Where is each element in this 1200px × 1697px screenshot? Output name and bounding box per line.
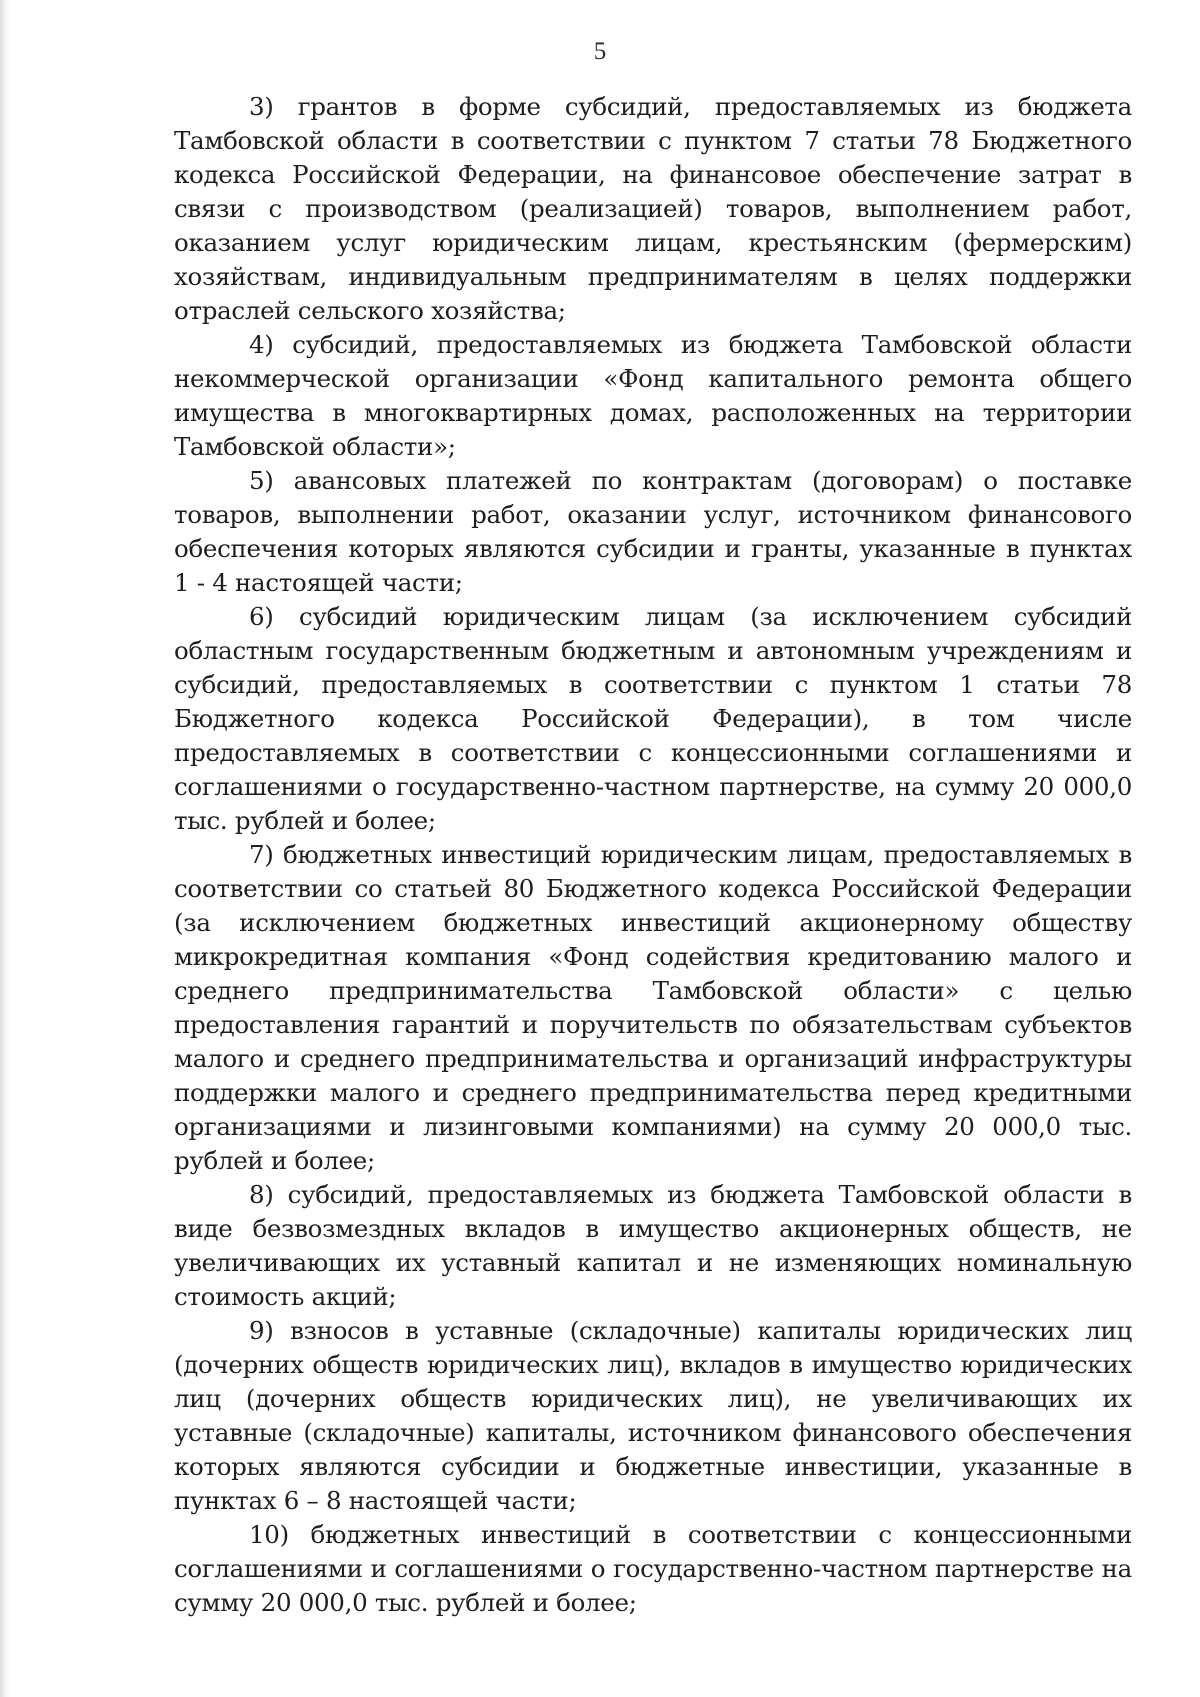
scan-edge-shadow [0, 0, 10, 1697]
document-body [174, 90, 1132, 1620]
paragraph-item-3: 3) грантов в форме субсидий, предоставляемых из бюджета Тамбовской области в соответствии с пунктом 7 статьи 78 Бюджетного кодекса Российской Федерации, на финансовое обеспечение затрат в связи с производством (реализацией) товаров, выполнением работ, оказанием услуг юридическим лицам, крестьянским (фермерским) хозяйствам, индивидуальным предпринимателям в целях поддержки отраслей сельского хозяйства; [174, 92, 1132, 325]
paragraph-item-9: 9) взносов в уставные (складочные) капиталы юридических лиц (дочерних обществ юридических лиц), вкладов в имущество юридических лиц (дочерних обществ юридических лиц), не увеличивающих их уставные (складочные) капиталы, источником финансового обеспечения которых являются субсидии и бюджетные инвестиции, указанные в пунктах 6 – 8 настоящей части; [174, 1316, 1132, 1515]
paragraph-item-10: 10) бюджетных инвестиций в соответствии с концессионными соглашениями и соглашениями о государственно-частном партнерстве на сумму 20 000,0 тыс. рублей и более; [174, 1520, 1132, 1617]
paragraph-item-8: 8) субсидий, предоставляемых из бюджета Тамбовской области в виде безвозмездных вкладов в имущество акционерных обществ, не увеличивающих их уставный капитал и не изменяющих номинальную стоимость акций; [174, 1180, 1132, 1311]
paragraph-item-7: 7) бюджетных инвестиций юридическим лицам, предоставляемых в соответствии со статьей 80 Бюджетного кодекса Российской Федерации (за исключением бюджетных инвестиций акционерному обществу микрокредитная компания «Фонд содействия кредитованию малого и среднего предпринимательства Тамбовской области» с целью предоставления гарантий и поручительств по обязательствам субъектов малого и среднего предпринимательства и организаций инфраструктуры поддержки малого и среднего предпринимательства перед кредитными организациями и лизинговыми компаниями) на сумму 20 000,0 тыс. рублей и более; [174, 840, 1132, 1175]
paragraph-item-4: 4) субсидий, предоставляемых из бюджета Тамбовской области некоммерческой организации «Фонд капитального ремонта общего имущества в многоквартирных домах, расположенных на территории Тамбовской области»; [174, 330, 1132, 461]
page-number: 5 [593, 38, 607, 65]
paragraph-item-6: 6) субсидий юридическим лицам (за исключением субсидий областным государственным бюджетным и автономным учреждениям и субсидий, предоставляемых в соответствии с пунктом 1 статьи 78 Бюджетного кодекса Российской Федерации), в том числе предоставляемых в соответствии с концессионными соглашениями и соглашениями о государственно-частном партнерстве, на сумму 20 000,0 тыс. рублей и более; [174, 602, 1132, 835]
paragraph-item-5: 5) авансовых платежей по контрактам (договорам) о поставке товаров, выполнении работ, оказании услуг, источником финансового обеспечения которых являются субсидии и гранты, указанные в пунктах 1 - 4 настоящей части; [174, 466, 1132, 597]
